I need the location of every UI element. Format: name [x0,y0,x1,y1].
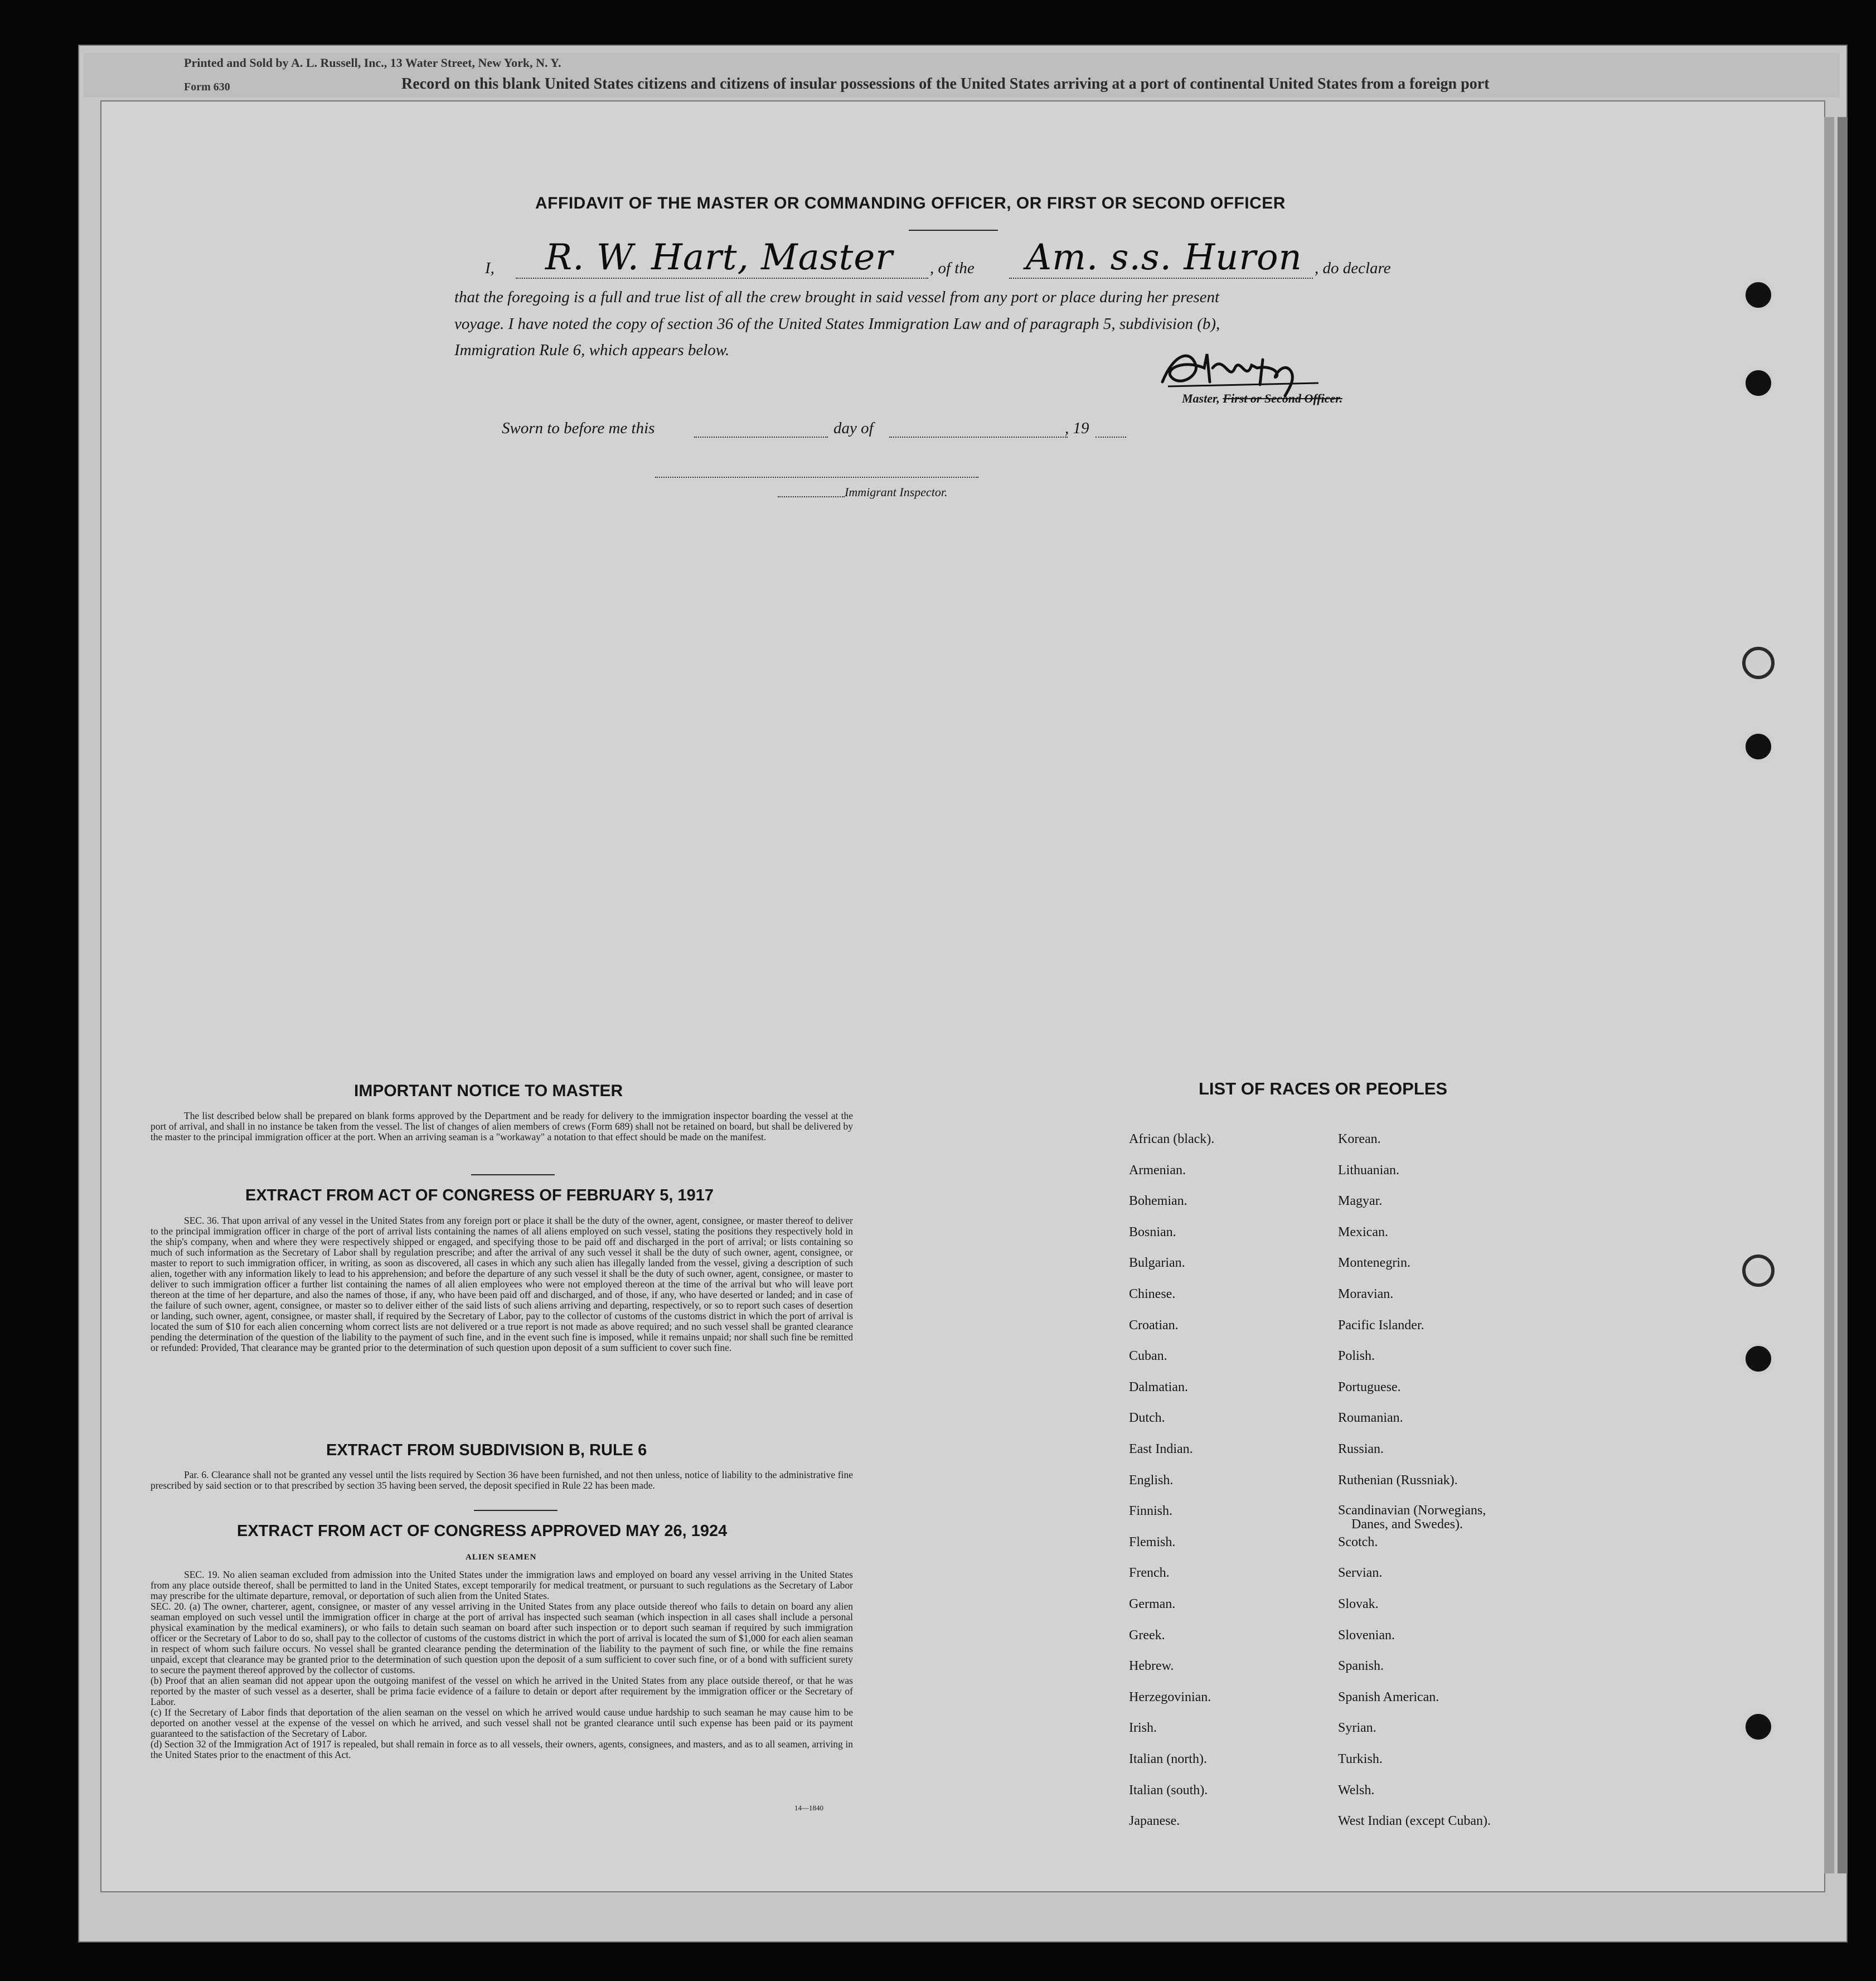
form-number: Form 630 [184,81,230,93]
binder-hole [1742,279,1775,311]
affidavit-line-3: voyage. I have noted the copy of section 36 of the United States Immigration Law and of paragraph 5, subdivision (b), [454,315,1220,333]
race-item: Italian (north). [1129,1752,1207,1766]
race-item: East Indian. [1129,1442,1193,1456]
race-item: Roumanian. [1338,1411,1403,1426]
of-the-label: , of the [930,259,975,277]
race-item: Montenegrin. [1338,1256,1410,1271]
affidavit-title: AFFIDAVIT OF THE MASTER OR COMMANDING OFFICER, OR FIRST OR SECOND OFFICER [535,194,1286,212]
race-item: Hebrew. [1129,1659,1174,1674]
extract-1924-title: EXTRACT FROM ACT OF CONGRESS APPROVED MAY 26, 1924 [237,1522,728,1540]
race-item: Syrian. [1338,1721,1376,1736]
form-code: 14—1840 [794,1804,823,1812]
extract-1917-title: EXTRACT FROM ACT OF CONGRESS OF FEBRUARY 5, 1917 [245,1186,714,1204]
race-item: Turkish. [1338,1752,1383,1766]
declare-label: , do declare [1315,259,1391,277]
race-item: Japanese. [1129,1814,1180,1829]
race-item: Greek. [1129,1628,1165,1643]
fill-line [694,437,828,438]
race-item: Spanish. [1338,1659,1384,1674]
fill-line [516,278,928,279]
race-item: West Indian (except Cuban). [1338,1814,1491,1829]
binder-hole [1742,1711,1775,1743]
fill-line [889,437,1068,438]
race-item: Chinese. [1129,1287,1176,1301]
affidavit-line-4: Immigration Rule 6, which appears below. [454,341,730,359]
race-item: Herzegovinian. [1129,1689,1211,1704]
race-item: Croatian. [1129,1318,1179,1333]
race-item: Ruthenian (Russniak). [1338,1473,1458,1488]
race-item: Armenian. [1129,1163,1186,1178]
race-item: Bulgarian. [1129,1256,1185,1271]
race-item: Bohemian. [1129,1194,1187,1209]
race-item: Bosnian. [1129,1224,1176,1239]
printer-line: Printed and Sold by A. L. Russell, Inc., 13 Water Street, New York, N. Y. [184,56,561,70]
extract-1917-body: SEC. 36. That upon arrival of any vessel in the United States from any foreign port or place it shall be the duty of the owner, agent, consignee, or master thereof to deliver to the principal immigration officer in charge of the port of arrival lists containing the names of all aliens employed on such vessel, stating the positions they respectively hold in the ship's company, when and where they were respectively shipped or engaged, and specifying those to be paid off and discharged in the port of arrival; or lists containing so much of such information as the Secretary of Labor shall by regulation prescribe; and after the arrival of any such vessel it shall be the duty of such owner, agent, consignee, or master to report to such immigration officer, in writing, as soon as discovered, all cases in which any such alien has illegally landed from the vessel, giving a description of such alien, together with any information likely to lead to his apprehension; and before the departure of any such vessel it shall be the duty of such owner, agent, consignee, or master to deliver to such immigration officer a further list containing the names of all alien employees who were not employed thereon at the time of the arrival but who will leave port thereon at the time of her departure, and also the names of those, if any, who have been paid off and discharged, and of those, if any, who have deserted or landed; and in case of the failure of such owner, agent, consignee, or master so to deliver either of the said lists of such aliens arriving and departing, respectively, or so to report such cases of desertion or landing, such owner, agent, consignee, or master shall, if required by the Secretary of Labor, pay to the collector of customs of the customs district in which the port of arrival is located the sum of $10 for each alien concerning whom correct lists are not delivered or a true report is not made as above required; and no such vessel shall be granted clearance pending the determination of the question of the liability to the payment of such fine, and in the event such fine is imposed, while it remains unpaid; nor shall such fine be remitted or refunded: Provided, That clearance may be granted prior to the determination of such question upon deposit of a sum sufficient to cover such fine. [151,1215,853,1353]
affidavit-line-2: that the foregoing is a full and true list of all the crew brought in said vessel from any port or place during her present [454,288,1220,306]
race-item: French. [1129,1566,1170,1581]
race-item: Scotch. [1338,1534,1378,1549]
binder-hole [1742,1255,1775,1287]
binder-hole [1742,1343,1775,1375]
fill-line [778,496,845,497]
divider [471,1174,555,1175]
race-item: Slovenian. [1338,1628,1395,1643]
master-name-handwritten: R. W. Hart, Master [545,237,893,278]
race-item: Scandinavian (Norwegians, Danes, and Swedes). [1338,1503,1486,1532]
race-item: Magyar. [1338,1194,1383,1209]
race-item: Dalmatian. [1129,1379,1188,1394]
race-item: Portuguese. [1338,1379,1401,1394]
rule6-title: EXTRACT FROM SUBDIVISION B, RULE 6 [326,1441,647,1459]
race-item: Servian. [1338,1566,1383,1581]
race-item: African (black). [1129,1132,1215,1146]
sworn-label: Sworn to before me this [502,419,655,437]
race-item: Finnish. [1129,1504,1173,1519]
race-item: Cuban. [1129,1349,1167,1364]
signature-line [655,477,978,478]
record-notice: Record on this blank United States citizens and citizens of insular possessions of the United States arriving at a port of continental United States from a foreign port [401,75,1490,93]
affidavit-lead: I, [485,259,495,277]
race-item: Slovak. [1338,1597,1379,1611]
race-item: Irish. [1129,1721,1157,1736]
binder-hole [1742,730,1775,763]
year-label: , 19 [1065,419,1089,437]
master-signature [1151,343,1335,399]
divider [909,230,998,231]
notice-body: The list described below shall be prepared on blank forms approved by the Department and be ready for delivery to the immigration inspector boarding the vessel at the port of arrival, and shall in no instance be taken from the vessel. The list of changes of alien members of crews (Form 689) shall not be retained on board, but shall be delivered by the master to the principal immigration officer at the port. When an arriving seaman is a "workaway" a notation to that effect should be made on the manifest. [151,1110,853,1142]
race-item: Mexican. [1338,1224,1388,1239]
divider [474,1510,558,1511]
race-item: Moravian. [1338,1287,1394,1301]
fill-line [1009,278,1313,279]
notice-title: IMPORTANT NOTICE TO MASTER [354,1082,623,1100]
role-master: Master, [1182,391,1220,405]
page-edge [1838,117,1848,1873]
race-item: English. [1129,1473,1174,1488]
alien-seamen-subtitle: ALIEN SEAMEN [466,1553,537,1562]
day-of-label: day of [833,419,874,437]
inspector-label: Immigrant Inspector. [845,485,948,499]
race-item: Spanish American. [1338,1689,1439,1704]
binder-hole [1742,647,1775,679]
races-title: LIST OF RACES OR PEOPLES [1199,1079,1448,1098]
role-struck: First or Second Officer. [1223,391,1343,405]
race-item: Flemish. [1129,1534,1176,1549]
race-item: Pacific Islander. [1338,1318,1424,1333]
rule6-body: Par. 6. Clearance shall not be granted any vessel until the lists required by Section 36 have been furnished, and not then unless, notice of liability to the administrative fine prescribed by said section or to that prescribed by section 35 having been served, the deposit specified in Rule 22 has been made. [151,1469,853,1491]
race-item: Lithuanian. [1338,1163,1399,1178]
race-item: German. [1129,1597,1176,1611]
extract-1924-body: SEC. 19. No alien seaman excluded from admission into the United States under the immigration laws and employed on board any vessel arriving in the United States from any place outside thereof, shall be permitted to land in the United States, except temporarily for medical treatment, or pursuant to such regulations as the Secretary of Labor may prescribe for the ultimate departure, removal, or deportation of such alien from the United States. SEC. 20. (a) The owner, charterer, agent, consignee, or master of any vessel arriving in the United States from any place outside thereof who fails to detain on board any alien seaman employed on such vessel until the immigration officer in charge at the port of arrival has inspected such seaman (which inspection in all cases shall include a personal physical examination by the medical examiners), or who fails to detain such seaman on board after such inspection or to deport such seaman if required by such immigration officer or the Secretary of Labor to do so, shall pay to the collector of customs of the customs district in which the port of arrival is located the sum of $1,000 for each alien seaman in respect of whom such failure occurs. No vessel shall be granted clearance pending the determination of the liability to the payment of such fine, or while the fine remains unpaid, except that clearance may be granted prior to the determination of such question upon the deposit of a sum sufficient to cover such fine, or of a bond with sufficient surety to secure the payment thereof approved by the collector of customs. (b) Proof that an alien seaman did not appear upon the outgoing manifest of the vessel on which he arrived in the United States from any place outside thereof, or that he was reported by the master of such vessel as a deserter, shall be prima facie evidence of a failure to detain or deport after requirement by the immigration officer or the Secretary of Labor. (c) If the Secretary of Labor finds that deportation of the alien seaman on the vessel on which he arrived would cause undue hardship to such seaman he may cause him to be deported on another vessel at the expense of the vessel on which he arrived, and such vessel shall not be granted clearance until such expense has been paid or its payment guaranteed to the satisfaction of the Secretary of Labor. (d) Section 32 of the Immigration Act of 1917 is repealed, but shall remain in force as to all vessels, their owners, agents, consignees, and masters, and as to all seamen, arriving in the United States prior to the enactment of this Act. [151,1569,853,1760]
race-item: Welsh. [1338,1783,1375,1798]
binder-hole [1742,367,1775,399]
race-item: Polish. [1338,1349,1375,1364]
page-edge [1824,117,1834,1873]
race-item: Dutch. [1129,1411,1165,1426]
signer-role [1182,391,1342,406]
vessel-name-handwritten: Am. s.s. Huron [1026,237,1302,278]
fill-line [1095,437,1126,438]
race-item: Italian (south). [1129,1783,1208,1798]
race-item: Russian. [1338,1442,1384,1456]
race-item: Korean. [1338,1132,1381,1146]
